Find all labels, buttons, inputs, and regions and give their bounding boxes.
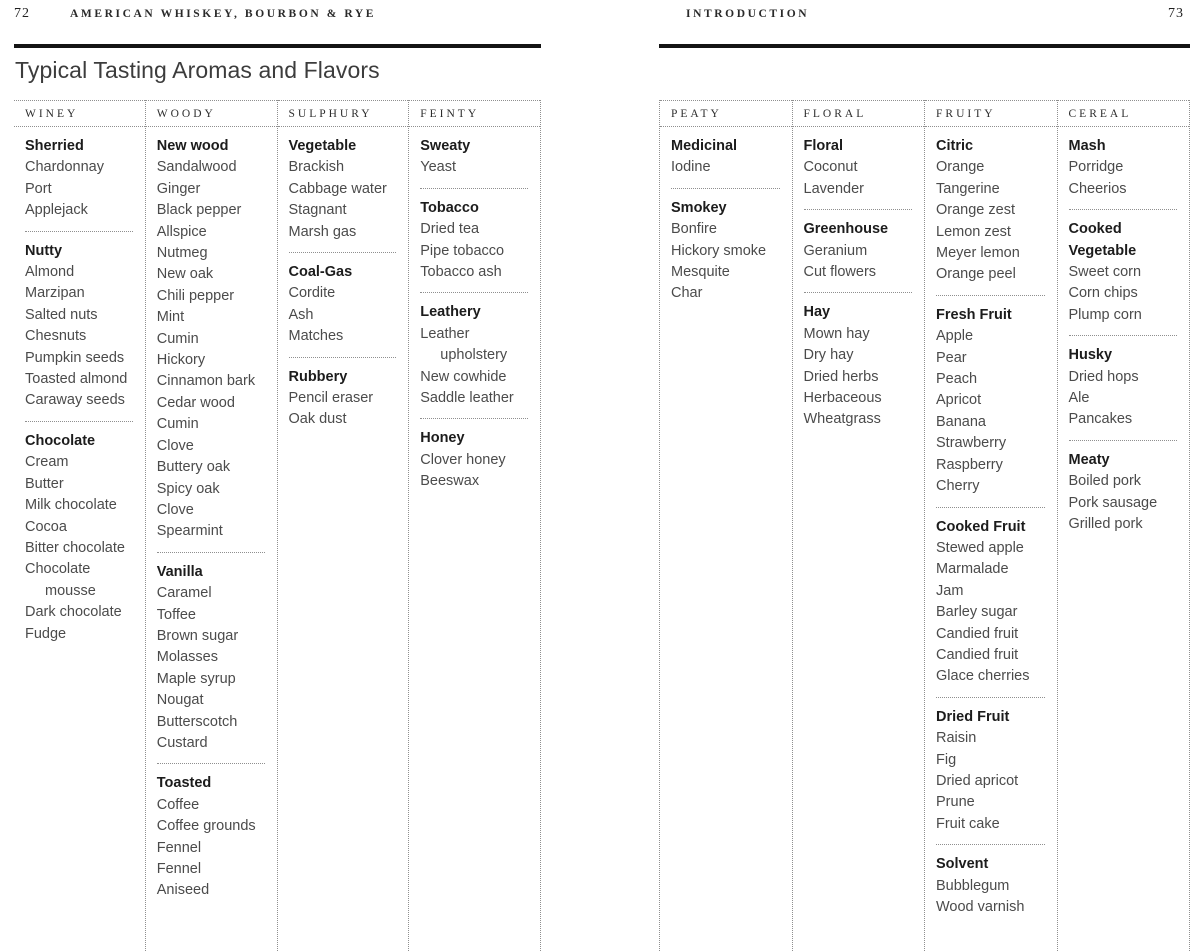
section-divider: [420, 292, 528, 293]
flavor-item: Clove: [156, 501, 194, 518]
flavor-item: Banana: [936, 413, 986, 430]
flavor-section: [936, 305, 1045, 498]
section-divider: [1069, 440, 1178, 441]
section-divider: [157, 763, 265, 764]
flavor-item: Herbaceous: [803, 390, 882, 407]
flavor-item: Cordite: [288, 285, 336, 302]
flavor-item: Prune: [936, 794, 975, 811]
flavor-section: [1069, 345, 1178, 431]
flavor-item: Dry hay: [803, 347, 854, 364]
section-divider: [289, 252, 397, 253]
flavor-section: [420, 302, 528, 409]
flavor-item: Coffee grounds: [156, 818, 256, 835]
flavor-column-feinty: [409, 100, 541, 951]
flavor-item: Coconut: [803, 159, 858, 176]
flavor-item: Molasses: [156, 649, 218, 666]
flavor-item: Chardonnay: [25, 159, 104, 176]
flavor-item: Porridge: [1068, 159, 1124, 176]
section-heading: Chocolate: [25, 432, 96, 449]
section-heading: Smokey: [671, 199, 727, 216]
flavor-column-fruity: [925, 100, 1058, 951]
flavor-item: Cumin: [156, 330, 199, 347]
flavor-column-woody: [146, 100, 278, 951]
flavor-item: Mesquite: [671, 264, 730, 281]
flavor-item: Apricot: [936, 392, 982, 409]
section-heading: Vegetable: [288, 138, 357, 154]
flavor-item: Jam: [936, 582, 964, 599]
flavor-item: Wood varnish: [936, 899, 1025, 915]
section-divider: [936, 844, 1045, 845]
right-page-rule: [659, 44, 1190, 48]
flavor-item: Cabbage water: [288, 180, 387, 197]
flavor-item: Coffee: [156, 796, 200, 813]
flavor-section: [25, 136, 133, 222]
flavor-item: Toasted almond: [25, 371, 128, 388]
flavor-item: Apple: [936, 328, 974, 345]
flavor-section: [289, 367, 397, 431]
flavor-item: Brackish: [288, 159, 345, 176]
column-body: [793, 127, 925, 951]
flavor-item: Matches: [288, 328, 344, 345]
flavor-item: Marsh gas: [288, 223, 357, 240]
section-heading: Floral: [803, 138, 843, 154]
flavor-item: Fudge: [25, 625, 67, 642]
flavor-item: Fruit cake: [936, 815, 1000, 832]
section-divider: [157, 552, 265, 553]
section-heading: Fresh Fruit: [936, 306, 1012, 323]
flavor-section: [420, 136, 528, 179]
flavor-item: Spearmint: [156, 523, 223, 540]
flavor-item: Mint: [156, 309, 185, 326]
flavor-item: New oak: [156, 266, 214, 283]
column-header: WINEY: [14, 100, 145, 127]
flavor-item: Cocoa: [25, 518, 67, 535]
flavor-item: Aniseed: [156, 882, 210, 899]
flavor-item: Caraway seeds: [25, 392, 125, 409]
section-divider: [936, 295, 1045, 296]
flavor-item: Pork sausage: [1068, 494, 1158, 511]
section-divider: [1069, 209, 1178, 210]
flavor-section: [671, 198, 780, 305]
flavor-item: Stagnant: [288, 202, 347, 219]
flavor-item: Tangerine: [936, 180, 1000, 197]
flavor-item: Sweet corn: [1068, 264, 1142, 281]
flavor-item: Orange peel: [936, 266, 1016, 283]
flavor-section: [804, 219, 913, 283]
left-page-rule: [14, 44, 541, 48]
flavor-item: Clover honey: [420, 451, 506, 468]
flavor-section: [804, 136, 913, 200]
flavor-item: Maple syrup: [156, 670, 236, 687]
section-heading: Tobacco: [420, 199, 479, 216]
flavor-item: Hickory smoke: [671, 242, 767, 259]
section-heading: Hay: [803, 304, 831, 321]
flavor-section: [1069, 450, 1178, 536]
flavor-item: Chesnuts: [25, 328, 87, 345]
flavor-item: Bitter chocolate: [25, 539, 125, 556]
flavor-item: Barley sugar: [936, 604, 1018, 621]
column-body: [146, 127, 277, 951]
section-divider: [804, 292, 913, 293]
flavor-item: Cherry: [936, 478, 980, 495]
section-heading: Medicinal: [671, 138, 738, 154]
flavor-item: Tobacco ash: [420, 264, 502, 281]
section-heading: Citric: [936, 138, 974, 154]
flavor-item: Allspice: [156, 223, 207, 240]
flavor-column-peaty: [659, 100, 793, 951]
column-body: [278, 127, 409, 951]
flavor-item: Dark chocolate: [25, 604, 122, 621]
section-heading: Sherried: [25, 138, 84, 154]
column-body: [409, 127, 540, 951]
flavor-item: Spicy oak: [156, 480, 220, 497]
flavor-item: Candied fruit: [936, 625, 1019, 642]
flavor-item: Dried hops: [1068, 368, 1139, 385]
flavor-item: Applejack: [25, 202, 88, 219]
flavor-item: Brown sugar: [156, 627, 239, 644]
column-header: FLORAL: [793, 100, 925, 127]
flavor-item: Lavender: [803, 180, 864, 197]
column-header: WOODY: [146, 100, 277, 127]
flavor-section: [289, 262, 397, 348]
flavor-section: [289, 136, 397, 243]
flavor-item: Cedar wood: [156, 394, 235, 411]
flavor-item: Port: [25, 180, 52, 197]
flavor-section: [936, 707, 1045, 835]
flavor-item: Dried apricot: [936, 772, 1019, 789]
flavor-item: Peach: [936, 371, 978, 388]
section-heading: Solvent: [936, 856, 989, 873]
section-divider: [671, 188, 780, 189]
section-heading: Greenhouse: [803, 221, 889, 238]
flavor-item: Butter: [25, 475, 64, 492]
flavor-section: [1069, 136, 1178, 200]
flavor-item: Dried herbs: [803, 368, 879, 385]
flavor-item: Milk chocolate: [25, 497, 117, 514]
flavor-item: Yeast: [420, 159, 456, 176]
section-heading: Husky: [1068, 347, 1113, 364]
flavor-item: Iodine: [671, 159, 711, 176]
flavor-section: [936, 136, 1045, 286]
section-divider: [25, 421, 133, 422]
flavor-item: Cut flowers: [803, 264, 877, 281]
flavor-item: Fig: [936, 751, 957, 768]
section-divider: [936, 507, 1045, 508]
column-header: CEREAL: [1058, 100, 1190, 127]
flavor-item: Plump corn: [1068, 306, 1142, 323]
flavor-item: Bubblegum: [936, 877, 1010, 894]
flavor-column-sulphury: [278, 100, 410, 951]
section-heading: Nutty: [25, 242, 63, 259]
flavor-item: Orange: [936, 159, 985, 176]
flavor-item: Pumpkin seeds: [25, 349, 125, 366]
section-heading: Coal-Gas: [288, 264, 353, 281]
right-page-number: 73: [1168, 6, 1184, 21]
flavor-section: [1069, 219, 1178, 326]
flavor-item: Ginger: [156, 180, 201, 197]
flavor-item: Raspberry: [936, 456, 1003, 473]
flavor-item: Strawberry: [936, 435, 1007, 452]
flavor-item: Grilled pork: [1068, 516, 1143, 533]
flavor-item: Lemon zest: [936, 223, 1011, 240]
section-divider: [804, 209, 913, 210]
flavor-section: [936, 517, 1045, 688]
tasting-table-right: [659, 100, 1190, 951]
flavor-section: [804, 302, 913, 430]
flavor-item: Pancakes: [1068, 411, 1133, 428]
section-heading: Honey: [420, 430, 465, 447]
column-body: [660, 127, 792, 951]
page-title: Typical Tasting Aromas and Flavors: [15, 57, 380, 83]
flavor-item: Marzipan: [25, 285, 85, 302]
flavor-item: Stewed apple: [936, 539, 1024, 556]
section-divider: [25, 231, 133, 232]
flavor-section: [157, 562, 265, 755]
flavor-item: Ash: [288, 306, 314, 323]
flavor-item: Geranium: [803, 242, 868, 259]
flavor-item: Cream: [25, 454, 69, 471]
flavor-item: Oak dust: [288, 411, 347, 428]
column-header: PEATY: [660, 100, 792, 127]
flavor-item: Salted nuts: [25, 306, 98, 323]
flavor-item: Chili pepper: [156, 287, 235, 304]
flavor-item: Buttery oak: [156, 459, 231, 476]
flavor-item: Almond: [25, 264, 75, 281]
section-heading: Dried Fruit: [936, 708, 1010, 725]
flavor-item: New cowhide: [420, 368, 507, 385]
flavor-item: Pipe tobacco: [420, 242, 505, 259]
section-heading: Leathery: [420, 304, 481, 321]
flavor-item: Leather upholstery: [420, 325, 508, 364]
flavor-item: Cheerios: [1068, 180, 1127, 197]
flavor-item: Hickory: [156, 352, 206, 369]
section-heading: Meaty: [1068, 451, 1110, 468]
section-heading: New wood: [156, 138, 229, 154]
section-heading: Cooked Fruit: [936, 518, 1026, 535]
flavor-item: Marmalade: [936, 561, 1009, 578]
flavor-item: Orange zest: [936, 202, 1015, 219]
section-divider: [936, 697, 1045, 698]
flavor-item: Nutmeg: [156, 245, 208, 262]
flavor-item: Pencil eraser: [288, 390, 374, 407]
section-heading: Toasted: [156, 775, 212, 792]
flavor-section: [671, 136, 780, 179]
flavor-item: Sandalwood: [156, 159, 237, 176]
column-header: FEINTY: [409, 100, 540, 127]
column-body: [925, 127, 1057, 951]
flavor-item: Butterscotch: [156, 713, 238, 730]
flavor-item: Clove: [156, 437, 194, 454]
section-heading: Cooked Vegetable: [1068, 221, 1137, 259]
flavor-section: [25, 241, 133, 412]
flavor-item: Cumin: [156, 416, 199, 433]
section-divider: [289, 357, 397, 358]
flavor-item: Candied fruit: [936, 646, 1019, 663]
flavor-item: Bonfire: [671, 221, 717, 238]
flavor-column-winey: [14, 100, 146, 951]
tasting-table-left: [14, 100, 541, 951]
flavor-item: Black pepper: [156, 202, 242, 219]
flavor-item: Mown hay: [803, 325, 870, 342]
section-divider: [1069, 335, 1178, 336]
flavor-item: Dried tea: [420, 221, 480, 238]
flavor-section: [420, 198, 528, 284]
flavor-item: Custard: [156, 734, 208, 751]
flavor-item: Meyer lemon: [936, 245, 1020, 262]
column-body: [14, 127, 145, 951]
flavor-item: Toffee: [156, 606, 196, 623]
flavor-section: [157, 136, 265, 543]
column-body: [1058, 127, 1190, 951]
section-heading: Mash: [1068, 138, 1106, 154]
flavor-item: Caramel: [156, 585, 212, 602]
flavor-section: [420, 428, 528, 492]
left-page-number: 72: [14, 6, 30, 21]
flavor-column-floral: [793, 100, 926, 951]
section-heading: Sweaty: [420, 138, 471, 154]
right-running-header: INTRODUCTION: [686, 8, 810, 20]
column-header: SULPHURY: [278, 100, 409, 127]
flavor-item: Raisin: [936, 730, 977, 747]
flavor-section: [157, 773, 265, 901]
flavor-section: [936, 854, 1045, 918]
flavor-item: Ale: [1068, 390, 1090, 407]
section-divider: [420, 188, 528, 189]
flavor-item: Fennel: [156, 861, 202, 877]
flavor-item: Wheatgrass: [803, 411, 881, 428]
flavor-item: Beeswax: [420, 473, 480, 490]
section-heading: Vanilla: [156, 563, 203, 580]
flavor-item: Fennel: [156, 839, 202, 856]
left-running-header: AMERICAN WHISKEY, BOURBON & RYE: [70, 8, 377, 20]
flavor-item: Corn chips: [1068, 285, 1138, 302]
flavor-item: Cinnamon bark: [156, 373, 256, 390]
flavor-column-cereal: [1058, 100, 1191, 951]
flavor-item: Chocolate mousse: [25, 561, 96, 599]
flavor-section: [25, 431, 133, 645]
section-divider: [420, 418, 528, 419]
flavor-item: Saddle leather: [420, 390, 514, 407]
flavor-item: Char: [671, 285, 703, 302]
flavor-item: Pear: [936, 349, 967, 366]
flavor-item: Glace cherries: [936, 668, 1030, 685]
flavor-item: Boiled pork: [1068, 473, 1142, 490]
section-heading: Rubbery: [288, 368, 348, 385]
column-header: FRUITY: [925, 100, 1057, 127]
flavor-item: Nougat: [156, 692, 204, 709]
